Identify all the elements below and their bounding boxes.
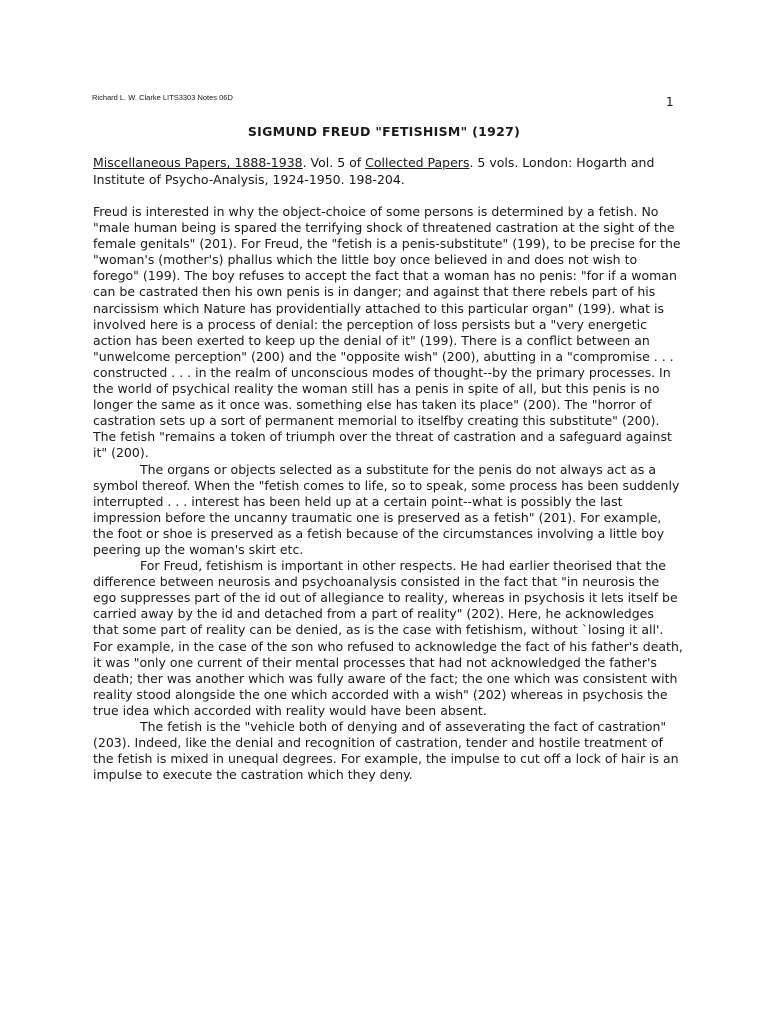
paragraph: For Freud, fetishism is important in other respects. He had earlier theorised that the difference between neurosis and psychoanalysis consisted in the fact that "in neurosis the ego suppresses part of the id out of allegiance to reality, whereas in psychosis it lets itself be carried away by the id and detached from a part of reality" (202). Here, he acknowledges that some part of reality can be denied, as is the case with fetishism, without `losing it all'. For example, in the case of the son who refused to acknowledge the fact of his father's death, it was "only one current of their mental processes that had not acknowledged the father's death; ther was another which was fully aware of the fact; the one which was consistent with reality stood alongside the one which accorded with a wish" (202) whereas in psychosis the true idea which accorded with reality would have been absent. <box>93 558 683 718</box>
paragraph: The fetish is the "vehicle both of denying and of asseverating the fact of castration" (203). Indeed, like the denial and recognition of castration, tender and hostile treatment of the fetish is mixed in unequal degrees. For example, the impulse to cut off a lock of hair is an impulse to execute the castration which they deny. <box>93 719 679 783</box>
page-number: 1 <box>666 95 674 109</box>
paragraph: The organs or objects selected as a substitute for the penis do not always act as a symbol thereof. When the "fetish comes to life, so to speak, some process has been suddenly interrupted . . . interest has been held up at a certain point--what is possibly the last impression before the uncanny traumatic one is preserved as a fetish" (201). For example, the foot or shoe is preserved as a fetish because of the circumstances involving a little boy peering up the woman's skirt etc. <box>93 461 680 557</box>
citation-work-title: Miscellaneous Papers, 1888-1938 <box>93 155 303 170</box>
running-head: Richard L. W. Clarke LITS3303 Notes 06D <box>92 93 233 102</box>
citation-collection-title: Collected Papers <box>365 155 470 170</box>
citation-volume: . Vol. 5 of <box>302 155 366 170</box>
body-text <box>93 204 683 783</box>
document-title: SIGMUND FREUD "FETISHISM" (1927) <box>247 124 521 139</box>
paragraph: Freud is interested in why the object-choice of some persons is determined by a fetish. No "male human being is spared the terrifying shock of threatened castration at the sight of the female genitals" (201). For Freud, the "fetish is a penis-substitute" (199), to be precise for the "woman's (mother's) phallus which the little boy once believed in and does not wish to forego" (199). The boy refuses to accept the fact that a woman has no penis: "for if a woman can be castrated then his own penis is in danger; and against that there rebels part of his narcissism which Nature has providentially attached to this particular organ" (199). what is involved here is a process of denial: the perception of loss persists but a "very energetic action has been exerted to keep up the denial of it" (199). There is a conflict between an "unwelcome perception" (200) and the "opposite wish" (200), abutting in a "compromise . . . constructed . . . in the realm of unconscious modes of thought--by the primary processes. In the world of psychical reality the woman still has a penis in spite of all, but this penis is no longer the same as it once was. something else has taken its place" (200). The "horror of castration sets up a sort of permanent memorial to itselfby creating this substitute" (200). The fetish "remains a token of triumph over the threat of castration and a safeguard against it" (200). <box>93 204 681 461</box>
citation-publication: . 5 vols. London: Hogarth and Institute of Psycho-Analysis, 1924-1950. 198-204. <box>93 155 655 187</box>
citation <box>93 155 683 188</box>
